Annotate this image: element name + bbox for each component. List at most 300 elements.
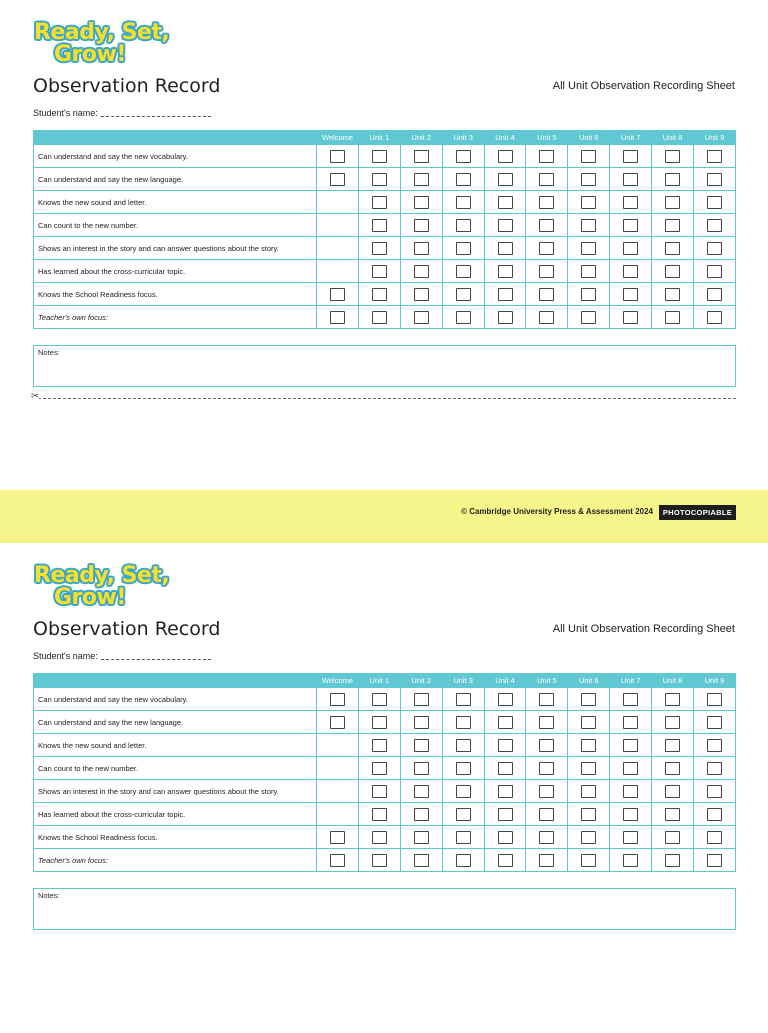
checkbox-icon[interactable]: [539, 762, 554, 775]
checkbox-icon[interactable]: [665, 196, 680, 209]
cell-unit-6: [568, 168, 610, 191]
notes-box[interactable]: [33, 888, 736, 930]
checkbox-icon[interactable]: [372, 288, 387, 301]
cell-unit-5: [526, 237, 568, 260]
checkbox-icon[interactable]: [623, 785, 638, 798]
checkbox-icon[interactable]: [623, 716, 638, 729]
checkbox-icon[interactable]: [372, 150, 387, 163]
checkbox-icon[interactable]: [330, 173, 345, 186]
checkbox-icon[interactable]: [372, 762, 387, 775]
column-header-unit-2: Unit 2: [400, 131, 442, 145]
checkbox-icon[interactable]: [707, 785, 722, 798]
checkbox-icon[interactable]: [707, 808, 722, 821]
checkbox-icon[interactable]: [623, 693, 638, 706]
cell-unit-6: [568, 849, 610, 872]
checkbox-icon[interactable]: [623, 808, 638, 821]
checkbox-icon[interactable]: [372, 219, 387, 232]
checkbox-icon[interactable]: [330, 716, 345, 729]
checkbox-icon[interactable]: [539, 219, 554, 232]
photocopiable-badge: PHOTOCOPIABLE: [659, 505, 736, 520]
checkbox-icon[interactable]: [498, 762, 513, 775]
table-row: [34, 734, 736, 757]
checkbox-icon[interactable]: [539, 854, 554, 867]
logo-line-1: Ready, Set,: [34, 563, 170, 588]
checkbox-icon[interactable]: [498, 854, 513, 867]
checkbox-icon[interactable]: [707, 173, 722, 186]
cell-unit-4: [484, 849, 526, 872]
checkbox-icon[interactable]: [707, 265, 722, 278]
checkbox-icon[interactable]: [539, 265, 554, 278]
table-row: [34, 306, 736, 329]
checkbox-icon[interactable]: [623, 150, 638, 163]
row-label: Has learned about the cross-curricular topic.: [34, 260, 317, 283]
checkbox-icon[interactable]: [581, 739, 596, 752]
checkbox-icon[interactable]: [498, 265, 513, 278]
cell-unit-2: [400, 283, 442, 306]
checkbox-icon[interactable]: [414, 311, 429, 324]
checkbox-icon[interactable]: [623, 265, 638, 278]
checkbox-icon[interactable]: [330, 693, 345, 706]
column-header-unit-3: Unit 3: [442, 674, 484, 688]
student-name-line[interactable]: [101, 659, 211, 660]
cell-unit-5: [526, 306, 568, 329]
checkbox-icon[interactable]: [456, 265, 471, 278]
checkbox-icon[interactable]: [665, 219, 680, 232]
cell-unit-6: [568, 283, 610, 306]
cell-unit-4: [484, 145, 526, 168]
cell-unit-3: [442, 711, 484, 734]
checkbox-icon[interactable]: [456, 808, 471, 821]
checkbox-icon[interactable]: [456, 739, 471, 752]
checkbox-icon[interactable]: [623, 739, 638, 752]
cell-unit-8: [652, 168, 694, 191]
checkbox-icon[interactable]: [414, 288, 429, 301]
cell-unit-8: [652, 688, 694, 711]
cell-unit-5: [526, 168, 568, 191]
checkbox-icon[interactable]: [623, 831, 638, 844]
cell-unit-2: [400, 260, 442, 283]
checkbox-icon[interactable]: [665, 739, 680, 752]
cell-unit-7: [610, 849, 652, 872]
checkbox-icon[interactable]: [665, 265, 680, 278]
checkbox-icon[interactable]: [456, 762, 471, 775]
checkbox-icon[interactable]: [707, 242, 722, 255]
cell-unit-2: [400, 711, 442, 734]
cell-unit-3: [442, 168, 484, 191]
table-row: [34, 260, 736, 283]
cell-unit-4: [484, 214, 526, 237]
checkbox-icon[interactable]: [581, 762, 596, 775]
cell-unit-1: [358, 688, 400, 711]
checkbox-icon[interactable]: [665, 808, 680, 821]
cell-unit-9: [694, 260, 736, 283]
row-label: Knows the School Readiness focus.: [34, 826, 317, 849]
checkbox-icon[interactable]: [581, 196, 596, 209]
checkbox-icon[interactable]: [707, 693, 722, 706]
checkbox-icon[interactable]: [456, 219, 471, 232]
cell-welcome: [317, 849, 359, 872]
checkbox-icon[interactable]: [539, 173, 554, 186]
student-name-line[interactable]: [101, 116, 211, 117]
cell-unit-4: [484, 688, 526, 711]
table-row: [34, 711, 736, 734]
checkbox-icon[interactable]: [456, 693, 471, 706]
cell-unit-9: [694, 688, 736, 711]
checkbox-icon[interactable]: [372, 739, 387, 752]
cell-unit-6: [568, 191, 610, 214]
checkbox-icon[interactable]: [456, 196, 471, 209]
checkbox-icon[interactable]: [414, 150, 429, 163]
checkbox-icon[interactable]: [581, 808, 596, 821]
checkbox-icon[interactable]: [539, 288, 554, 301]
checkbox-icon[interactable]: [372, 242, 387, 255]
table-row: [34, 168, 736, 191]
cell-unit-4: [484, 826, 526, 849]
checkbox-icon[interactable]: [539, 808, 554, 821]
checkbox-icon[interactable]: [414, 242, 429, 255]
checkbox-icon[interactable]: [623, 288, 638, 301]
cell-unit-1: [358, 306, 400, 329]
cell-unit-4: [484, 191, 526, 214]
cell-unit-4: [484, 734, 526, 757]
table-header-row: [34, 131, 736, 145]
cell-unit-8: [652, 191, 694, 214]
checkbox-icon[interactable]: [539, 693, 554, 706]
cell-unit-9: [694, 757, 736, 780]
checkbox-icon[interactable]: [414, 739, 429, 752]
checkbox-icon[interactable]: [456, 785, 471, 798]
cell-unit-6: [568, 237, 610, 260]
cell-unit-2: [400, 306, 442, 329]
cell-unit-6: [568, 214, 610, 237]
row-label: Can understand and say the new vocabulary.: [34, 688, 317, 711]
cell-unit-3: [442, 283, 484, 306]
cell-unit-9: [694, 214, 736, 237]
checkbox-icon[interactable]: [623, 854, 638, 867]
checkbox-icon[interactable]: [665, 150, 680, 163]
checkbox-icon[interactable]: [498, 831, 513, 844]
column-header-unit-1: Unit 1: [358, 674, 400, 688]
cell-unit-3: [442, 826, 484, 849]
checkbox-icon[interactable]: [414, 716, 429, 729]
cell-unit-8: [652, 826, 694, 849]
checkbox-icon[interactable]: [498, 808, 513, 821]
checkbox-icon[interactable]: [414, 854, 429, 867]
checkbox-icon[interactable]: [623, 173, 638, 186]
cell-unit-4: [484, 237, 526, 260]
cell-unit-2: [400, 214, 442, 237]
checkbox-icon[interactable]: [707, 311, 722, 324]
cell-unit-7: [610, 688, 652, 711]
cell-unit-3: [442, 237, 484, 260]
ready-set-grow-logo: [32, 20, 170, 70]
checkbox-icon[interactable]: [707, 150, 722, 163]
row-label: Teacher's own focus:: [34, 849, 317, 872]
checkbox-icon[interactable]: [539, 242, 554, 255]
student-name-field[interactable]: [33, 108, 211, 118]
notes-label: Notes:: [38, 891, 60, 900]
checkbox-icon[interactable]: [414, 693, 429, 706]
checkbox-icon[interactable]: [707, 854, 722, 867]
cell-unit-1: [358, 757, 400, 780]
cell-unit-1: [358, 191, 400, 214]
cell-unit-5: [526, 734, 568, 757]
checkbox-icon[interactable]: [456, 173, 471, 186]
cell-unit-5: [526, 688, 568, 711]
notes-box[interactable]: [33, 345, 736, 387]
column-header-unit-9: Unit 9: [694, 674, 736, 688]
student-name-label: Student's name:: [33, 108, 98, 118]
sheet-subtitle: All Unit Observation Recording Sheet: [552, 80, 735, 92]
cell-welcome: [317, 214, 359, 237]
cell-unit-8: [652, 260, 694, 283]
checkbox-icon[interactable]: [581, 173, 596, 186]
checkbox-icon[interactable]: [330, 831, 345, 844]
cell-unit-7: [610, 734, 652, 757]
checkbox-icon[interactable]: [623, 242, 638, 255]
checkbox-icon[interactable]: [623, 311, 638, 324]
checkbox-icon[interactable]: [414, 762, 429, 775]
checkbox-icon[interactable]: [456, 831, 471, 844]
cell-unit-3: [442, 214, 484, 237]
cell-unit-6: [568, 734, 610, 757]
column-header-unit-6: Unit 6: [568, 674, 610, 688]
checkbox-icon[interactable]: [498, 693, 513, 706]
checkbox-icon[interactable]: [581, 716, 596, 729]
checkbox-icon[interactable]: [665, 716, 680, 729]
checkbox-icon[interactable]: [498, 739, 513, 752]
cell-welcome: [317, 734, 359, 757]
table-row: [34, 283, 736, 306]
checkbox-icon[interactable]: [623, 219, 638, 232]
cell-unit-7: [610, 237, 652, 260]
checkbox-icon[interactable]: [372, 785, 387, 798]
table-row: [34, 803, 736, 826]
observation-table: [33, 673, 736, 872]
checkbox-icon[interactable]: [414, 831, 429, 844]
cell-unit-3: [442, 688, 484, 711]
cell-unit-9: [694, 780, 736, 803]
cell-unit-8: [652, 849, 694, 872]
checkbox-icon[interactable]: [665, 762, 680, 775]
checkbox-icon[interactable]: [539, 311, 554, 324]
cell-unit-4: [484, 306, 526, 329]
record-sheet-bottom: [0, 543, 768, 1033]
checkbox-icon[interactable]: [707, 831, 722, 844]
cell-unit-9: [694, 145, 736, 168]
checkbox-icon[interactable]: [498, 785, 513, 798]
checkbox-icon[interactable]: [581, 311, 596, 324]
cell-unit-1: [358, 826, 400, 849]
row-label: Can understand and say the new language.: [34, 711, 317, 734]
column-header-unit-4: Unit 4: [484, 674, 526, 688]
cell-unit-4: [484, 803, 526, 826]
row-label: Has learned about the cross-curricular topic.: [34, 803, 317, 826]
cell-welcome: [317, 780, 359, 803]
checkbox-icon[interactable]: [581, 150, 596, 163]
checkbox-icon[interactable]: [623, 196, 638, 209]
cell-unit-2: [400, 145, 442, 168]
footer-band: [0, 490, 768, 543]
cell-unit-1: [358, 260, 400, 283]
checkbox-icon[interactable]: [498, 219, 513, 232]
checkbox-icon[interactable]: [665, 311, 680, 324]
checkbox-icon[interactable]: [539, 716, 554, 729]
cell-unit-2: [400, 826, 442, 849]
record-sheet-top: [0, 0, 768, 490]
checkbox-icon[interactable]: [581, 831, 596, 844]
checkbox-icon[interactable]: [707, 762, 722, 775]
checkbox-icon[interactable]: [372, 808, 387, 821]
checkbox-icon[interactable]: [539, 785, 554, 798]
table-header-row: [34, 674, 736, 688]
checkbox-icon[interactable]: [498, 311, 513, 324]
cell-unit-4: [484, 283, 526, 306]
checkbox-icon[interactable]: [498, 150, 513, 163]
row-label: Can count to the new number.: [34, 214, 317, 237]
checkbox-icon[interactable]: [707, 739, 722, 752]
column-header-welcome: Welcome: [317, 131, 359, 145]
checkbox-icon[interactable]: [581, 693, 596, 706]
checkbox-icon[interactable]: [539, 739, 554, 752]
checkbox-icon[interactable]: [414, 808, 429, 821]
checkbox-icon[interactable]: [414, 219, 429, 232]
cell-unit-2: [400, 734, 442, 757]
checkbox-icon[interactable]: [665, 831, 680, 844]
cell-unit-1: [358, 803, 400, 826]
cell-unit-7: [610, 214, 652, 237]
checkbox-icon[interactable]: [330, 311, 345, 324]
cell-unit-3: [442, 734, 484, 757]
cell-welcome: [317, 283, 359, 306]
cell-unit-4: [484, 711, 526, 734]
cell-unit-2: [400, 168, 442, 191]
ready-set-grow-logo: [32, 563, 170, 613]
student-name-field[interactable]: [33, 651, 211, 661]
checkbox-icon[interactable]: [665, 242, 680, 255]
cell-unit-7: [610, 306, 652, 329]
checkbox-icon[interactable]: [456, 150, 471, 163]
cell-unit-9: [694, 849, 736, 872]
checkbox-icon[interactable]: [498, 173, 513, 186]
logo-line-2: Grow!: [54, 42, 126, 67]
cell-welcome: [317, 168, 359, 191]
column-header-unit-7: Unit 7: [610, 131, 652, 145]
checkbox-icon[interactable]: [707, 219, 722, 232]
checkbox-icon[interactable]: [372, 716, 387, 729]
cell-unit-6: [568, 826, 610, 849]
checkbox-icon[interactable]: [456, 242, 471, 255]
checkbox-icon[interactable]: [665, 854, 680, 867]
table-row: [34, 757, 736, 780]
checkbox-icon[interactable]: [330, 150, 345, 163]
row-label: Teacher's own focus:: [34, 306, 317, 329]
cell-unit-9: [694, 803, 736, 826]
checkbox-icon[interactable]: [623, 762, 638, 775]
checkbox-icon[interactable]: [330, 288, 345, 301]
scissors-icon: ✂: [31, 391, 40, 402]
cell-unit-7: [610, 168, 652, 191]
cell-unit-5: [526, 214, 568, 237]
checkbox-icon[interactable]: [372, 831, 387, 844]
checkbox-icon[interactable]: [498, 716, 513, 729]
checkbox-icon[interactable]: [456, 854, 471, 867]
cell-unit-1: [358, 711, 400, 734]
checkbox-icon[interactable]: [372, 196, 387, 209]
checkbox-icon[interactable]: [581, 242, 596, 255]
cell-unit-2: [400, 780, 442, 803]
column-header-unit-1: Unit 1: [358, 131, 400, 145]
row-label: Shows an interest in the story and can answer questions about the story.: [34, 780, 317, 803]
cell-unit-6: [568, 688, 610, 711]
column-header-welcome: Welcome: [317, 674, 359, 688]
checkbox-icon[interactable]: [581, 785, 596, 798]
cell-welcome: [317, 145, 359, 168]
checkbox-icon[interactable]: [539, 150, 554, 163]
checkbox-icon[interactable]: [498, 242, 513, 255]
checkbox-icon[interactable]: [414, 265, 429, 278]
checkbox-icon[interactable]: [665, 288, 680, 301]
checkbox-icon[interactable]: [414, 196, 429, 209]
column-header-unit-9: Unit 9: [694, 131, 736, 145]
checkbox-icon[interactable]: [372, 693, 387, 706]
checkbox-icon[interactable]: [581, 265, 596, 278]
sheet-subtitle: All Unit Observation Recording Sheet: [552, 623, 735, 635]
checkbox-icon[interactable]: [707, 288, 722, 301]
checkbox-icon[interactable]: [372, 265, 387, 278]
cell-unit-3: [442, 849, 484, 872]
cell-unit-4: [484, 757, 526, 780]
checkbox-icon[interactable]: [456, 311, 471, 324]
checkbox-icon[interactable]: [581, 288, 596, 301]
cell-unit-8: [652, 711, 694, 734]
column-header-unit-4: Unit 4: [484, 131, 526, 145]
cell-unit-9: [694, 168, 736, 191]
checkbox-icon[interactable]: [581, 854, 596, 867]
checkbox-icon[interactable]: [539, 831, 554, 844]
checkbox-icon[interactable]: [330, 854, 345, 867]
checkbox-icon[interactable]: [414, 173, 429, 186]
checkbox-icon[interactable]: [498, 288, 513, 301]
checkbox-icon[interactable]: [581, 219, 596, 232]
table-row: [34, 849, 736, 872]
cell-unit-5: [526, 757, 568, 780]
checkbox-icon[interactable]: [372, 311, 387, 324]
checkbox-icon[interactable]: [456, 716, 471, 729]
checkbox-icon[interactable]: [665, 173, 680, 186]
cell-welcome: [317, 688, 359, 711]
cell-unit-9: [694, 237, 736, 260]
checkbox-icon[interactable]: [372, 173, 387, 186]
checkbox-icon[interactable]: [372, 854, 387, 867]
cell-unit-5: [526, 283, 568, 306]
table-row: [34, 145, 736, 168]
checkbox-icon[interactable]: [665, 785, 680, 798]
checkbox-icon[interactable]: [707, 716, 722, 729]
checkbox-icon[interactable]: [498, 196, 513, 209]
checkbox-icon[interactable]: [665, 693, 680, 706]
checkbox-icon[interactable]: [414, 785, 429, 798]
cell-unit-8: [652, 757, 694, 780]
cell-unit-6: [568, 260, 610, 283]
cell-unit-3: [442, 191, 484, 214]
checkbox-icon[interactable]: [539, 196, 554, 209]
checkbox-icon[interactable]: [456, 288, 471, 301]
checkbox-icon[interactable]: [707, 196, 722, 209]
cell-unit-8: [652, 145, 694, 168]
row-label: Knows the new sound and letter.: [34, 734, 317, 757]
column-header-unit-7: Unit 7: [610, 674, 652, 688]
